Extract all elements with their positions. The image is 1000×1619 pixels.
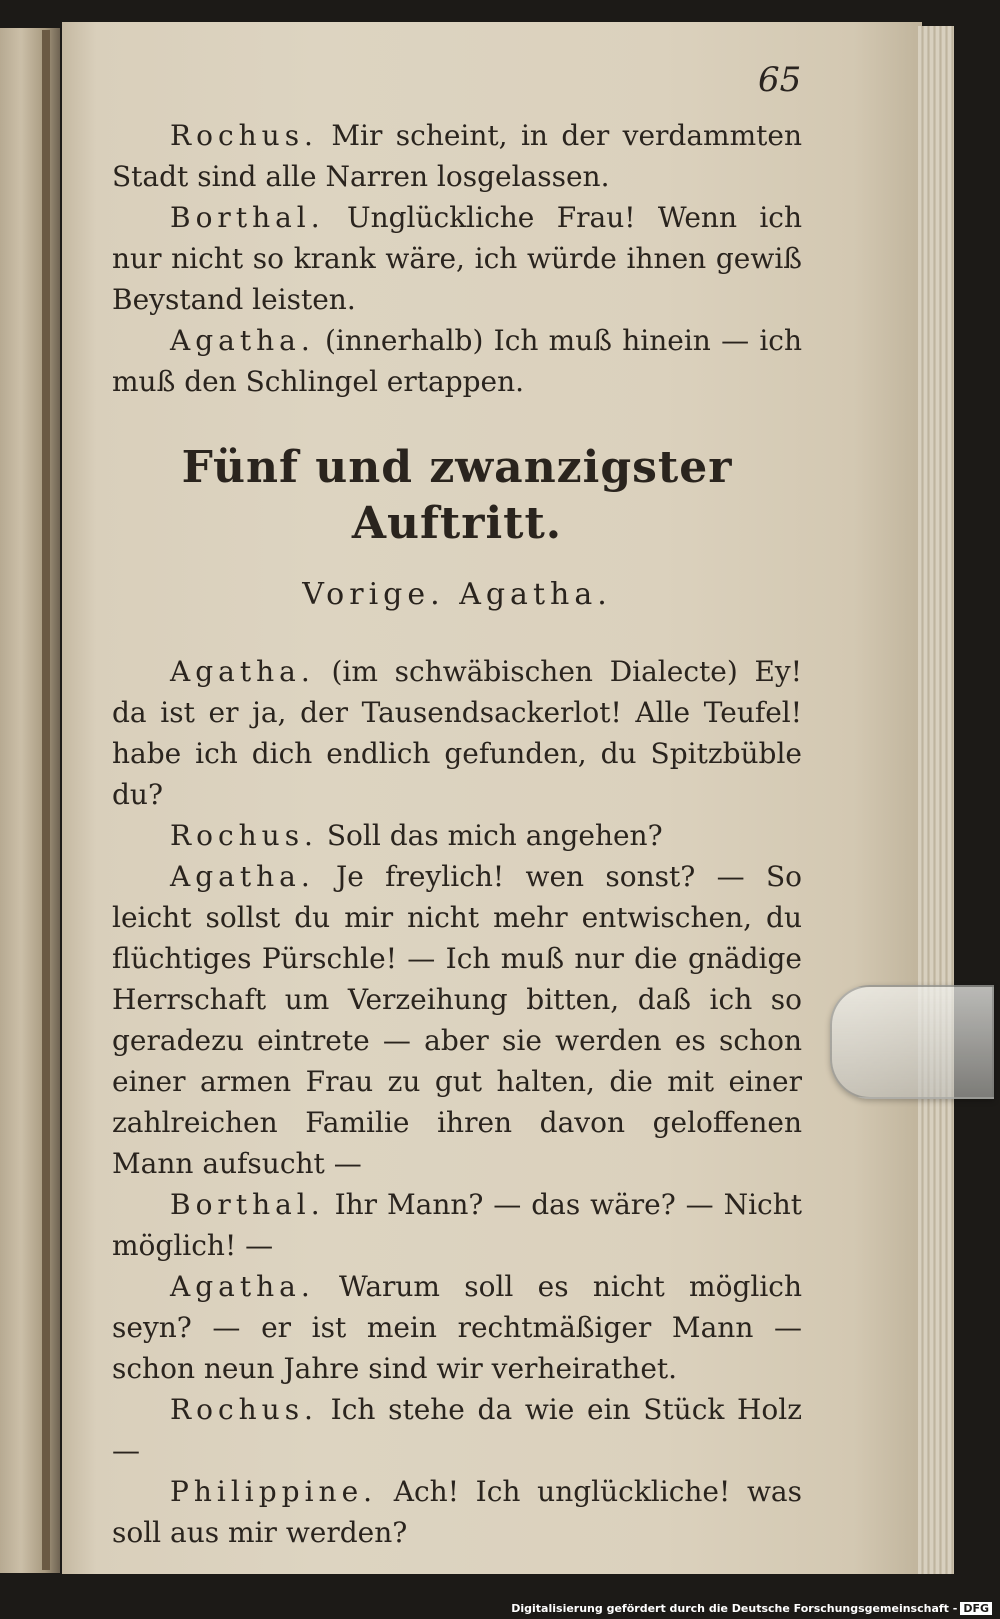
speaker-name: Borthal. bbox=[170, 1188, 325, 1221]
cast-list: Vorige. Agatha. bbox=[302, 577, 612, 612]
page-number: 65 bbox=[758, 60, 802, 100]
dfg-badge: DFG bbox=[960, 1602, 992, 1615]
dialogue-text: Soll das mich angehen? bbox=[317, 819, 663, 852]
dialogue-paragraph bbox=[112, 115, 802, 197]
digitization-footer bbox=[511, 1602, 992, 1615]
dialogue-paragraph bbox=[112, 856, 802, 1184]
speaker-name: Agatha. bbox=[170, 1270, 315, 1303]
dialogue-text: Ach! Ich unglückliche! was soll aus mir werden? bbox=[112, 1475, 802, 1549]
dialogue-text: (innerhalb) Ich muß hinein — ich muß den Schlingel ertappen. bbox=[112, 324, 802, 398]
dialogue-paragraph bbox=[112, 1266, 802, 1389]
dialogue-paragraph bbox=[112, 1389, 802, 1471]
dialogue-text: Je freylich! wen sonst? — So leicht sollst du mir nicht mehr entwischen, du flüchtiges Pürschle! — Ich muß nur die gnädige Herrschaft um Verzeihung bitten, daß ich so geradezu eintrete — aber sie werden es schon einer armen Frau zu gut halten, die mit einer zahlreichen Familie ihren davon geloffenen Mann aufsucht — bbox=[112, 860, 802, 1180]
speaker-name: Rochus. bbox=[170, 819, 318, 852]
page-text bbox=[112, 115, 802, 1553]
dialogue-text: Unglückliche Frau! Wenn ich nur nicht so krank wäre, ich würde ihnen gewiß Beystand leisten. bbox=[112, 201, 802, 316]
speaker-name: Borthal. bbox=[170, 201, 325, 234]
speaker-name: Rochus. bbox=[170, 1393, 318, 1426]
speaker-name: Agatha. bbox=[170, 655, 315, 688]
dialogue-text: Mir scheint, in der verdammten Stadt sind alle Narren losgelassen. bbox=[112, 119, 802, 193]
dialogue-text: Ihr Mann? — das wäre? — Nicht möglich! — bbox=[112, 1188, 802, 1262]
dialogue-paragraph bbox=[112, 815, 802, 856]
dialogue-paragraph bbox=[112, 651, 802, 815]
dialogue-paragraph bbox=[112, 197, 802, 320]
book-gutter bbox=[42, 30, 50, 1570]
dialogue-paragraph bbox=[112, 320, 802, 402]
dialogue-paragraph bbox=[112, 1471, 802, 1553]
dialogue-text: (im schwäbischen Dialecte) Ey! da ist er ja, der Tausendsackerlot! Alle Teufel! habe ich dich endlich gefunden, du Spitzbüble du? bbox=[112, 655, 802, 811]
dialogue-text: Warum soll es nicht möglich seyn? — er ist mein rechtmäßiger Mann — schon neun Jahre sind wir verheirathet. bbox=[112, 1270, 802, 1385]
previous-page-edge bbox=[0, 28, 60, 1573]
page-stack-edge bbox=[918, 26, 954, 1574]
dialogue-text: Ich stehe da wie ein Stück Holz — bbox=[112, 1393, 802, 1467]
speaker-name: Rochus. bbox=[170, 119, 318, 152]
speaker-name: Agatha. bbox=[170, 324, 315, 357]
speaker-name: Agatha. bbox=[170, 860, 315, 893]
dialogue-paragraph bbox=[112, 1184, 802, 1266]
page-clip bbox=[830, 985, 994, 1099]
speaker-name: Philippine. bbox=[170, 1475, 378, 1508]
footer-credit: Digitalisierung gefördert durch die Deutsche Forschungsgemeinschaft - bbox=[511, 1602, 958, 1615]
scene-heading: Fünf und zwanzigster Auftritt. bbox=[181, 442, 733, 549]
